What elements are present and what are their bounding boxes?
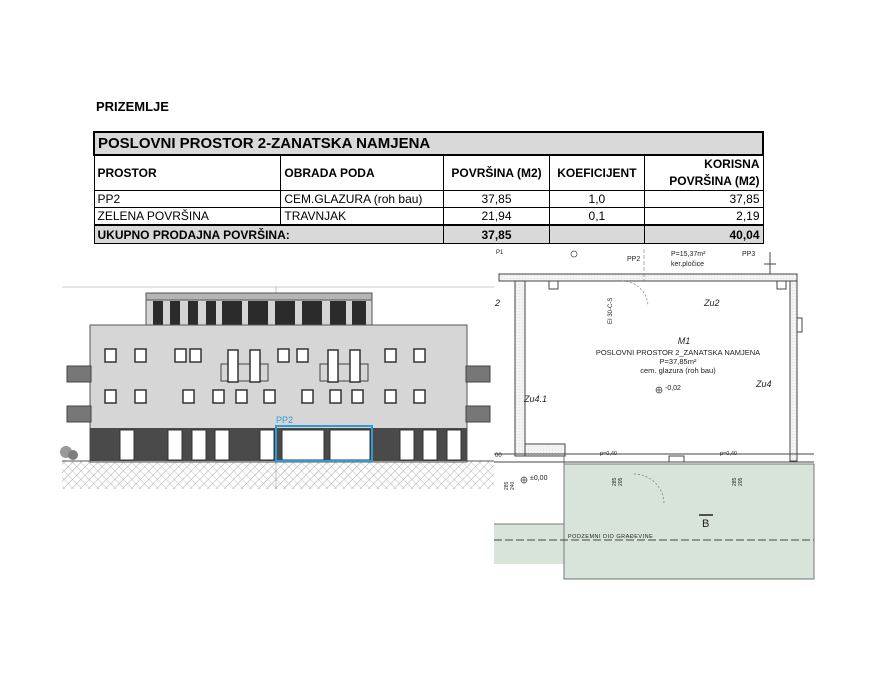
cell-obrada: TRAVNJAK	[281, 208, 444, 226]
level-zero: ±0,00	[530, 475, 548, 482]
header-korisna-line1: KORISNA	[704, 157, 760, 171]
dim-c2: 205	[738, 477, 744, 486]
room-finish: cem. glazura (roh bau)	[640, 366, 716, 375]
label-zu4: Zu4	[756, 379, 772, 389]
cell-koeficijent: 0,1	[549, 208, 644, 226]
header-obrada: OBRADA PODA	[281, 155, 444, 191]
cell-povrsina: 21,94	[444, 208, 550, 226]
cell-prostor: PP2	[94, 191, 281, 208]
level-marker-icon	[521, 477, 527, 483]
total-label: UKUPNO PRODAJNA POVRŠINA:	[94, 225, 444, 244]
header-koeficijent: KOEFICIJENT	[549, 155, 644, 191]
cell-povrsina: 37,85	[444, 191, 550, 208]
underground-label: PODZEMNI DIO GRAĐEVINE	[568, 534, 654, 540]
table-title: POSLOVNI PROSTOR 2-ZANATSKA NAMJENA	[94, 132, 763, 155]
cell-korisna: 2,19	[644, 208, 763, 226]
wall-right	[790, 281, 797, 461]
cell-prostor: ZELENA POVRŠINA	[94, 208, 281, 226]
level-marker-icon	[571, 251, 577, 257]
label-ei30: EI 30-C-S	[608, 297, 614, 324]
dim-c1: 285	[732, 477, 738, 486]
label-pp3: PP3	[742, 251, 756, 258]
label-zu2: Zu2	[704, 298, 720, 308]
neighbor-finish: ker.pločice	[671, 261, 705, 268]
green-area	[564, 464, 814, 579]
cell-korisna: 37,85	[644, 191, 763, 208]
section-label-b: B	[702, 518, 710, 530]
dim-a1: 285	[504, 481, 510, 490]
floor-title: PRIZEMLJE	[96, 99, 169, 114]
neighbor-area: P=15,37m²	[671, 251, 706, 258]
total-povrsina: 37,85	[444, 225, 550, 244]
room-name: POSLOVNI PROSTOR 2_ZANATSKA NAMJENA	[595, 348, 761, 357]
edge-label-00: 00	[495, 453, 502, 459]
dim-b1: 285	[612, 477, 618, 486]
floor-plan	[494, 244, 894, 584]
cell-koeficijent: 1,0	[549, 191, 644, 208]
header-korisna-line2: POVRŠINA (M2)	[669, 174, 760, 188]
level-marker-icon	[656, 387, 662, 393]
edge-label-2: 2	[495, 298, 501, 308]
cell-obrada: CEM.GLAZURA (roh bau)	[281, 191, 444, 208]
wall-left	[515, 281, 525, 456]
header-povrsina: POVRŠINA (M2)	[444, 155, 550, 191]
header-prostor: PROSTOR	[94, 155, 281, 191]
wall-top	[499, 274, 797, 281]
total-korisna: 40,04	[644, 225, 763, 244]
sill-height-2: p=0,40	[720, 451, 737, 457]
dim-a2: 240	[510, 481, 516, 490]
label-pp2: PP2	[627, 256, 641, 263]
edge-label-p1: P1	[496, 250, 504, 256]
room-code: M1	[677, 336, 691, 346]
dim-b2: 205	[618, 477, 624, 486]
sill-height-1: p=0,40	[600, 451, 617, 457]
pp2-label: PP2	[276, 415, 294, 425]
room-level: -0,02	[665, 385, 681, 392]
room-area: P=37,85m²	[659, 357, 697, 366]
label-zu41: Zu4.1	[524, 394, 548, 404]
